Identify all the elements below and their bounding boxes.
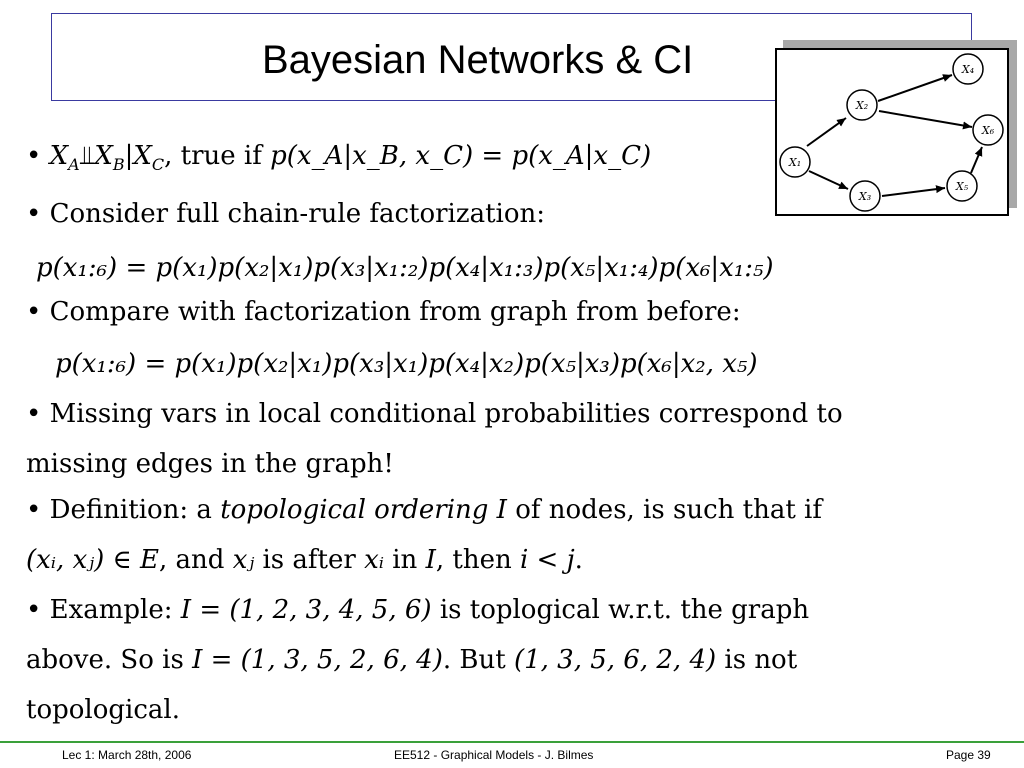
example-ordering-2: I = (1, 3, 5, 2, 6, 4) bbox=[192, 645, 443, 675]
definition-edge: (xᵢ, xⱼ) ∈ E bbox=[26, 545, 159, 575]
footer-rule bbox=[0, 741, 1024, 743]
bullet-chain-rule bbox=[26, 198, 545, 230]
definition-condition bbox=[26, 544, 583, 576]
node-x2-label: X₂ bbox=[855, 99, 869, 112]
bullet-marker: • bbox=[26, 495, 42, 525]
bar-symbol: | bbox=[124, 141, 134, 171]
bullet-missing-vars bbox=[26, 398, 843, 430]
equation-graph-factorization: p(x₁:₆) = p(x₁)p(x₂|x₁)p(x₃|x₁)p(x₄|x₂)p(x₅|x₃)p(x₆|x₂, x₅) bbox=[55, 349, 758, 379]
definition-post: of nodes, is such that if bbox=[506, 495, 822, 525]
ci-text: , true if bbox=[164, 141, 271, 171]
example-ordering-1: I = (1, 2, 3, 4, 5, 6) bbox=[180, 595, 432, 625]
definition-pre: Definition: a bbox=[49, 495, 221, 525]
node-x6-label: X₆ bbox=[981, 124, 995, 137]
math-xc: $X_C$ bbox=[133, 141, 165, 175]
bullet-marker: • bbox=[26, 297, 42, 327]
slide-title: Bayesian Networks & CI bbox=[262, 38, 694, 82]
definition-text-4: , then bbox=[435, 545, 520, 575]
definition-period: . bbox=[574, 545, 583, 575]
bullet-ci-definition bbox=[26, 140, 651, 181]
bullet-missing-vars-cont: missing edges in the graph! bbox=[26, 449, 394, 479]
definition-text-3: in bbox=[383, 545, 426, 575]
bullet-marker: • bbox=[26, 399, 42, 429]
footer-left: Lec 1: March 28th, 2006 bbox=[62, 748, 192, 762]
definition-i: I bbox=[425, 545, 436, 575]
bullet-marker: • bbox=[26, 141, 42, 171]
bullet-text: Missing vars in local conditional probabilities correspond to bbox=[49, 399, 843, 429]
bullet-marker: • bbox=[26, 199, 42, 229]
example-ordering-3: (1, 3, 5, 6, 2, 4) bbox=[513, 645, 717, 675]
example-line2-pre: above. So is bbox=[26, 645, 193, 675]
definition-xj: xⱼ bbox=[232, 545, 255, 575]
node-x4-label: X₄ bbox=[961, 63, 975, 76]
definition-xi: xᵢ bbox=[364, 545, 384, 575]
bullet-compare bbox=[26, 296, 741, 328]
ci-formula: p(x_A|x_B, x_C) = p(x_A|x_C) bbox=[270, 141, 652, 171]
math-xb: $X_B$ bbox=[94, 141, 125, 175]
bullet-text: Consider full chain-rule factorization: bbox=[49, 199, 545, 229]
footer-center: EE512 - Graphical Models - J. Bilmes bbox=[394, 748, 594, 762]
equation-chain-rule: p(x₁:₆) = p(x₁)p(x₂|x₁)p(x₃|x₁:₂)p(x₄|x₁:₃)p(x₅|x₁:₄)p(x₆|x₁:₅) bbox=[36, 253, 774, 283]
example-line-3: topological. bbox=[26, 695, 180, 725]
example-line2-post: is not bbox=[716, 645, 798, 675]
node-x5-label: X₅ bbox=[955, 180, 969, 193]
math-xa: $X_A$ bbox=[49, 141, 80, 175]
definition-text-1: , and bbox=[159, 545, 233, 575]
definition-term: topological ordering I bbox=[220, 495, 507, 525]
definition-text-2: is after bbox=[254, 545, 365, 575]
example-post: is toplogical w.r.t. the graph bbox=[431, 595, 810, 625]
indep-symbol: ⫫ bbox=[79, 141, 95, 171]
definition-inequality: i < j bbox=[519, 545, 575, 575]
example-pre: Example: bbox=[49, 595, 181, 625]
bullet-example bbox=[26, 594, 809, 626]
node-x1-label: X₁ bbox=[788, 156, 802, 169]
footer-page-number: Page 39 bbox=[946, 748, 991, 762]
bullet-text: Compare with factorization from graph from before: bbox=[49, 297, 741, 327]
node-x3-label: X₃ bbox=[858, 190, 872, 203]
example-line2-mid: . But bbox=[442, 645, 514, 675]
bullet-definition bbox=[26, 494, 822, 526]
example-line-2 bbox=[26, 644, 797, 676]
bullet-marker: • bbox=[26, 595, 42, 625]
